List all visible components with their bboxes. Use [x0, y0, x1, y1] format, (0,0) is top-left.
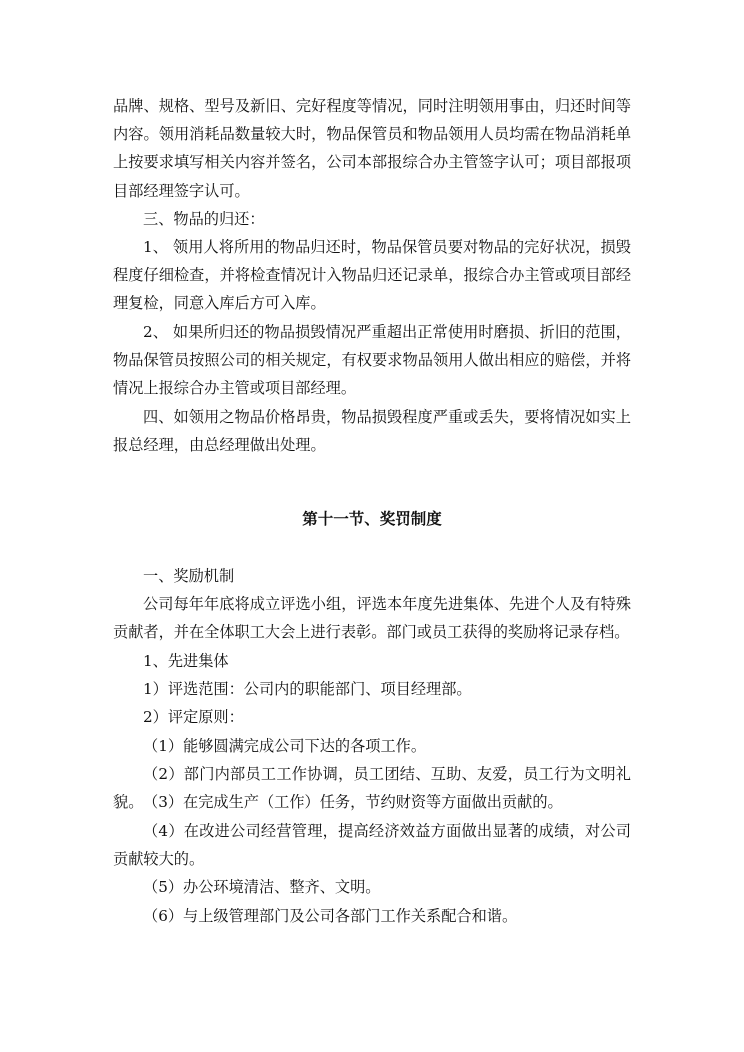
paragraph-item-return-info: 品牌、规格、型号及新旧、完好程度等情况，同时注明领用事由，归还时间等内容。领用消耗品数量较大时，物品保管员和物品领用人员均需在物品消耗单上按要求填写相关内容并签名，公司本部报综合办主管签字认可；项目部报项目部经理签字认可。	[113, 97, 631, 200]
paragraph-return-1: 1、 领用人将所用的物品归还时，物品保管员要对物品的完好状况，损毁程度仔细检查，并将检查情况计入物品归还记录单，报综合办主管或项目部经理复检，同意入库后方可入库。	[113, 238, 631, 313]
paragraph-reward-mechanism: 一、奖励机制	[143, 567, 235, 585]
paragraph-principle-2: （2）部门内部员工工作协调，员工团结、互助、友爱，员工行为文明礼貌。	[113, 765, 631, 812]
paragraph-principle-1: （1）能够圆满完成公司下达的各项工作。	[143, 737, 427, 755]
paragraph-return-2: 2、 如果所归还的物品损毁情况严重超出正常使用时磨损、折旧的范围，物品保管员按照公司的相关规定，有权要求物品领用人做出相应的赔偿，并将情况上报综合办主管或项目部经理。	[113, 323, 631, 398]
paragraph-principle-6: （6）与上级管理部门及公司各部门工作关系配合和谐。	[143, 907, 518, 925]
paragraph-principle-4: （4）在改进公司经营管理，提高经济效益方面做出显著的成绩，对公司贡献较大的。	[113, 822, 631, 869]
section-title: 第十一节、奖罚制度	[302, 509, 442, 528]
paragraph-evaluation-principles: 2）评定原则：	[143, 708, 244, 726]
paragraph-annual-selection: 公司每年年底将成立评选小组，评选本年度先进集体、先进个人及有特殊贡献者，并在全体职工大会上进行表彰。部门或员工获得的奖励将记录存档。	[113, 595, 631, 642]
paragraph-heading-return: 三、物品的归还：	[143, 210, 265, 228]
paragraph-expensive-items: 四、如领用之物品价格昂贵，物品损毁程度严重或丢失，要将情况如实上报总经理，由总经理做出处理。	[113, 408, 631, 455]
paragraph-advanced-collective: 1、先进集体	[143, 652, 229, 670]
paragraph-principle-5: （5）办公环境清洁、整齐、文明。	[143, 878, 381, 896]
paragraph-selection-scope: 1）评选范围：公司内的职能部门、项目经理部。	[143, 680, 472, 698]
paragraph-principle-3: （3）在完成生产（工作）任务，节约财资等方面做出贡献的。	[143, 793, 563, 811]
